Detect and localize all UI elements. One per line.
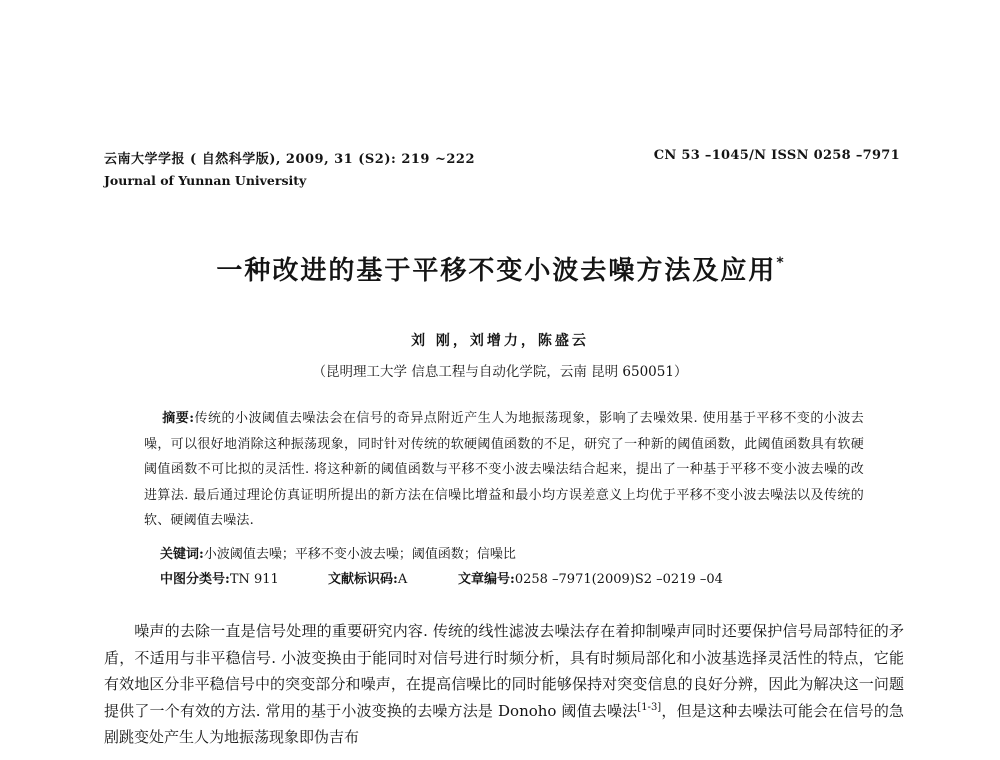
title-text: 一种改进的基于平移不变小波去噪方法及应用	[216, 256, 777, 286]
journal-issn: CN 53 –1045/N ISSN 0258 –7971	[653, 148, 900, 163]
doc-code-value: A	[397, 572, 408, 587]
journal-name-english: Journal of Yunnan University	[104, 173, 307, 188]
abstract-label: 摘要:	[162, 411, 195, 426]
body-paragraph	[104, 618, 904, 751]
body-text-after-ref: ，但是这种去噪法可能会在信号的急剧跳变处产生人为地振荡现象即伪吉布	[104, 701, 905, 746]
clc-value: TN 911	[229, 572, 279, 587]
body-text-before-ref: 噪声的去除一直是信号处理的重要研究内容. 传统的线性滤波去噪法存在着抑制噪声同时还要保护信号局部特征的矛盾，不适用与非平稳信号. 小波变换由于能同时对信号进行时频分析，具有时频局部化和小波基选择灵活性的特点，它能有效地区分非平稳信号中的突变部分和噪声，在提高信噪比的同时能够保持对突变信息的良好分辨，因此为解决这一问题提供了一个有效的方法. 常用的基于小波变换的去噪方法是 Donoho 阈值去噪法	[104, 622, 904, 720]
author-affiliation: （昆明理工大学 信息工程与自动化学院，云南 昆明 650051）	[312, 364, 688, 380]
keywords-text: 小波阈值去噪；平移不变小波去噪；阈值函数；信噪比	[203, 547, 516, 562]
journal-citation: 云南大学学报 ( 自然科学版), 2009, 31 (S2): 219 ~222	[104, 152, 476, 167]
article-authors: 刘 刚，刘增力，陈盛云	[411, 333, 589, 349]
keywords-label: 关键词:	[160, 547, 204, 562]
article-id-label: 文章编号:	[458, 572, 515, 587]
article-id-group	[458, 568, 723, 587]
abstract	[144, 406, 864, 534]
article-title	[0, 250, 1000, 287]
abstract-text: 传统的小波阈值去噪法会在信号的奇异点附近产生人为地振荡现象，影响了去噪效果. 使用基于平移不变的小波去噪，可以很好地消除这种振荡现象，同时针对传统的软硬阈值函数的不足，研究了一种新的阈值函数，此阈值函数具有软硬阈值函数不可比拟的灵活性. 将这种新的阈值函数与平移不变小波去噪法结合起来，提出了一种基于平移不变小波去噪的改进算法. 最后通过理论仿真证明所提出的新方法在信噪比增益和最小均方误差意义上均优于平移不变小波去噪法以及传统的软、硬阈值去噪法.	[144, 411, 864, 528]
classification-line	[160, 568, 723, 587]
article-id-value: 0258 –7971(2009)S2 –0219 –04	[514, 572, 723, 587]
keywords	[160, 543, 516, 562]
clc-group	[160, 568, 328, 587]
doc-code-group	[328, 568, 458, 587]
title-footnote-mark: *	[776, 255, 784, 271]
citation-ref: [1-3]	[637, 701, 662, 713]
doc-code-label: 文献标识码:	[328, 572, 398, 587]
clc-label: 中图分类号:	[160, 572, 230, 587]
